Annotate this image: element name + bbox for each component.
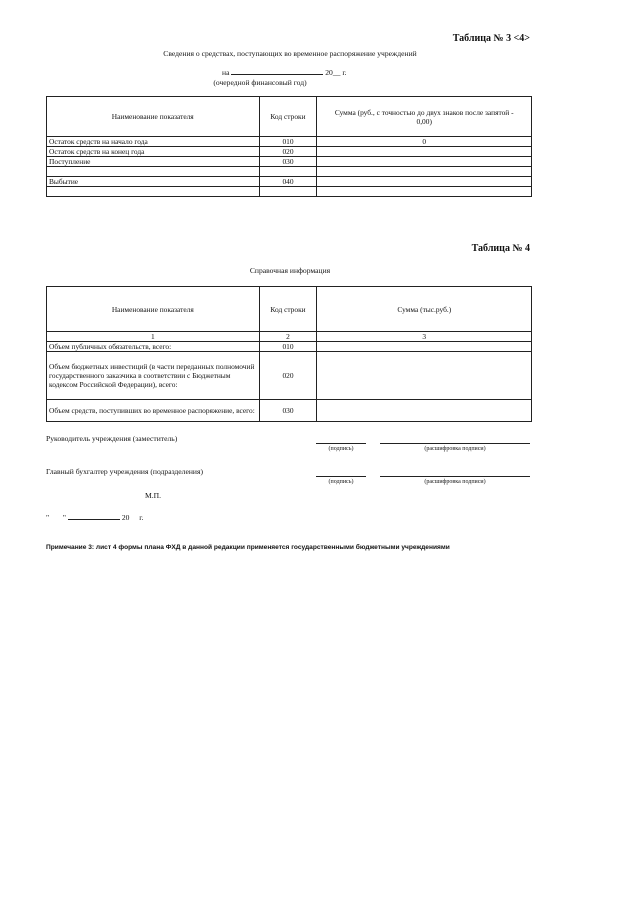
date-close-quote: " (62, 513, 67, 522)
table-row (47, 177, 532, 187)
table3-date-line (222, 68, 422, 77)
accountant-sign-caption: (подпись) (328, 479, 354, 485)
row-sum[interactable] (317, 147, 532, 157)
table3-period-caption: (очередной финансовый год) (213, 78, 307, 87)
row-code: 010 (259, 137, 317, 147)
table-row (47, 157, 532, 167)
row-name: Объем публичных обязательств, всего: (47, 342, 260, 352)
date-prefix: на (222, 68, 230, 77)
table-row (47, 352, 532, 400)
row-code: 030 (259, 400, 317, 422)
row-code: 040 (259, 177, 317, 187)
table4-title: Справочная информация (249, 266, 331, 275)
col-number: 2 (259, 332, 317, 342)
col-number: 1 (47, 332, 260, 342)
head-decode-caption: (расшифровка подписи) (424, 446, 486, 452)
header-name: Наименование показателя (47, 97, 260, 137)
accountant-signature-label: Главный бухгалтер учреждения (подразделения) (46, 467, 203, 476)
table-row (47, 167, 532, 177)
row-name: Остаток средств на конец года (47, 147, 260, 157)
date-month-blank[interactable] (68, 519, 120, 520)
row-sum[interactable]: 0 (317, 137, 532, 147)
row-sum[interactable] (317, 167, 532, 177)
table-row (47, 400, 532, 422)
accountant-decode-line[interactable] (380, 476, 530, 477)
date-suffix: г. (139, 513, 144, 522)
table4-label: Таблица № 4 (471, 243, 530, 254)
row-sum[interactable] (317, 157, 532, 167)
table-row (47, 342, 532, 352)
row-sum[interactable] (317, 352, 532, 400)
header-code: Код строки (259, 287, 317, 332)
row-name: Остаток средств на начало года (47, 137, 260, 147)
date-open-quote: " (46, 513, 50, 522)
header-code: Код строки (259, 97, 317, 137)
row-code (259, 167, 317, 177)
sign-date-line (46, 513, 246, 522)
row-sum[interactable] (317, 187, 532, 197)
date-suffix: 20__ г. (325, 68, 347, 77)
accountant-sign-line[interactable] (316, 476, 366, 477)
row-sum[interactable] (317, 400, 532, 422)
row-name: Поступление (47, 157, 260, 167)
row-sum[interactable] (317, 177, 532, 187)
table3 (46, 96, 532, 197)
row-name: Выбытие (47, 177, 260, 187)
head-decode-line[interactable] (380, 443, 530, 444)
table3-header-row (47, 97, 532, 137)
table3-label: Таблица № 3 <4> (452, 33, 530, 44)
row-code: 010 (259, 342, 317, 352)
date-blank[interactable] (231, 74, 323, 75)
table-row (47, 187, 532, 197)
header-name: Наименование показателя (47, 287, 260, 332)
row-sum[interactable] (317, 342, 532, 352)
table4-header-row (47, 287, 532, 332)
row-name (47, 167, 260, 177)
table-row (47, 147, 532, 157)
header-sum: Сумма (тыс.руб.) (317, 287, 532, 332)
row-code (259, 187, 317, 197)
table4-number-row (47, 332, 532, 342)
table3-title: Сведения о средствах, поступающих во временное распоряжение учреждений (163, 49, 417, 58)
table-row (47, 137, 532, 147)
col-number: 3 (317, 332, 532, 342)
date-year: 20 (121, 513, 130, 522)
row-code: 030 (259, 157, 317, 167)
stamp-mark: М.П. (145, 491, 162, 500)
accountant-decode-caption: (расшифровка подписи) (424, 479, 486, 485)
head-sign-line[interactable] (316, 443, 366, 444)
header-sum: Сумма (руб., с точностью до двух знаков после запятой - 0,00) (317, 97, 532, 137)
row-name: Объем средств, поступивших во временное распоряжение, всего: (47, 400, 260, 422)
footnote: Примечание 3: лист 4 формы плана ФХД в данной редакции применяется государственными бюджетными учреждениями (46, 544, 450, 551)
row-name (47, 187, 260, 197)
row-code: 020 (259, 147, 317, 157)
row-code: 020 (259, 352, 317, 400)
table4 (46, 286, 532, 422)
head-sign-caption: (подпись) (328, 446, 354, 452)
row-name: Объем бюджетных инвестиций (в части переданных полномочий государственного заказчика в соответствии с Бюджетным кодексом Российской Федерации), всего: (47, 352, 260, 400)
head-signature-label: Руководитель учреждения (заместитель) (46, 434, 178, 443)
